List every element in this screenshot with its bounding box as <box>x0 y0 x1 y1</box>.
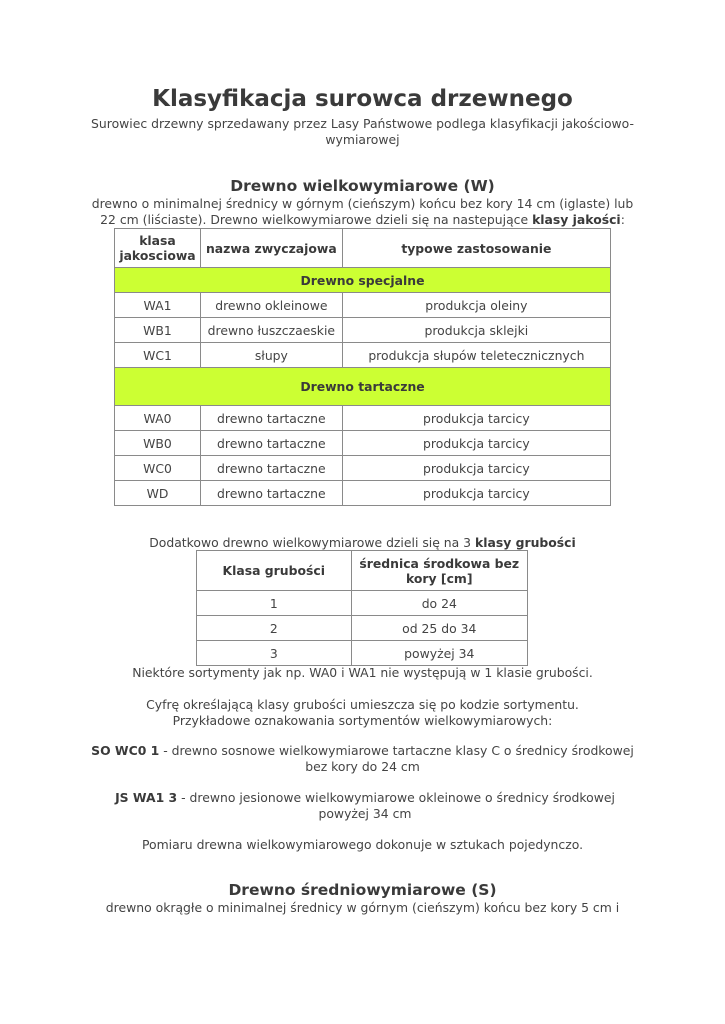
quality-table-header-row <box>115 229 611 268</box>
usage-cell: produkcja oleiny <box>342 293 610 318</box>
thickness-class-cell: 3 <box>197 641 352 666</box>
table-row <box>115 456 611 481</box>
table-row <box>115 481 611 506</box>
thickness-table-header-row <box>197 551 528 591</box>
name-cell: drewno tartaczne <box>200 406 342 431</box>
section-w-description <box>88 196 637 228</box>
name-cell: słupy <box>200 343 342 368</box>
name-cell: drewno tartaczne <box>200 481 342 506</box>
thickness-intro-bold: klasy grubości <box>475 535 576 550</box>
group-label: Drewno specjalne <box>115 268 611 293</box>
note-code-rule: Cyfrę określającą klasy grubości umieszcza się po kodzie sortymentu. <box>146 697 579 712</box>
section-s-description: drewno okrągłe o minimalnej średnicy w górnym (cieńszym) końcu bez kory 5 cm i <box>105 900 620 915</box>
group-row-specjalne <box>115 268 611 293</box>
class-cell: WB1 <box>115 318 201 343</box>
example-so-wc0 <box>90 743 635 775</box>
class-cell: WD <box>115 481 201 506</box>
table-row <box>115 293 611 318</box>
class-cell: WA0 <box>115 406 201 431</box>
usage-cell: produkcja tarcicy <box>342 456 610 481</box>
note-thickness-exceptions: Niektóre sortymenty jak np. WA0 i WA1 nie występują w 1 klasie grubości. <box>132 665 593 680</box>
example-code: JS WA1 3 <box>115 790 178 805</box>
diameter-cell: powyżej 34 <box>351 641 527 666</box>
usage-cell: produkcja sklejki <box>342 318 610 343</box>
thickness-intro-text: Dodatkowo drewno wielkowymiarowe dzieli się na 3 <box>149 535 475 550</box>
section-heading-wielkowymiarowe: Drewno wielkowymiarowe (W) <box>230 177 495 195</box>
quality-header-usage: typowe zastosowanie <box>342 229 610 268</box>
thickness-header-diameter: średnica środkowa bez kory [cm] <box>351 551 527 591</box>
usage-cell: produkcja słupów teletecznicznych <box>342 343 610 368</box>
table-row <box>115 431 611 456</box>
diameter-cell: od 25 do 34 <box>351 616 527 641</box>
table-row <box>115 406 611 431</box>
thickness-class-cell: 1 <box>197 591 352 616</box>
diameter-cell: do 24 <box>351 591 527 616</box>
section-w-desc-end: : <box>620 212 625 227</box>
usage-cell: produkcja tarcicy <box>342 406 610 431</box>
note-examples-intro: Przykładowe oznakowania sortymentów wielkowymiarowych: <box>172 713 553 728</box>
table-row <box>197 616 528 641</box>
table-row <box>115 343 611 368</box>
table-row <box>115 318 611 343</box>
example-text: - drewno jesionowe wielkowymiarowe okleinowe o średnicy środkowej powyżej 34 cm <box>177 790 615 821</box>
class-cell: WB0 <box>115 431 201 456</box>
thickness-class-cell: 2 <box>197 616 352 641</box>
usage-cell: produkcja tarcicy <box>342 431 610 456</box>
thickness-intro <box>0 535 725 551</box>
quality-header-name: nazwa zwyczajowa <box>200 229 342 268</box>
thickness-header-class: Klasa grubości <box>197 551 352 591</box>
class-cell: WC1 <box>115 343 201 368</box>
measure-note: Pomiaru drewna wielkowymiarowego dokonuje w sztukach pojedynczo. <box>141 837 584 852</box>
group-label: Drewno tartaczne <box>115 368 611 406</box>
class-cell: WC0 <box>115 456 201 481</box>
section-w-desc-bold: klasy jakości <box>532 212 621 227</box>
name-cell: drewno tartaczne <box>200 456 342 481</box>
group-row-tartaczne <box>115 368 611 406</box>
quality-class-table <box>114 228 611 506</box>
thickness-class-table <box>196 550 528 666</box>
section-heading-sredniowymiarowe: Drewno średniowymiarowe (S) <box>228 881 497 899</box>
table-row <box>197 641 528 666</box>
example-code: SO WC0 1 <box>91 743 160 758</box>
quality-header-class: klasa jakosciowa <box>115 229 201 268</box>
name-cell: drewno okleinowe <box>200 293 342 318</box>
section-w-desc-text: drewno o minimalnej średnicy w górnym (cieńszym) końcu bez kory 14 cm (iglaste) lub 22 cm (liściaste). Drewno wielkowymiarowe dzieli się na nastepujące <box>91 196 634 227</box>
example-text: - drewno sosnowe wielkowymiarowe tartaczne klasy C o średnicy środkowej bez kory do 24 cm <box>159 743 634 774</box>
name-cell: drewno tartaczne <box>200 431 342 456</box>
table-row <box>197 591 528 616</box>
class-cell: WA1 <box>115 293 201 318</box>
page-title: Klasyfikacja surowca drzewnego <box>152 86 573 112</box>
usage-cell: produkcja tarcicy <box>342 481 610 506</box>
name-cell: drewno łuszczaeskie <box>200 318 342 343</box>
intro-paragraph: Surowiec drzewny sprzedawany przez Lasy Państwowe podlega klasyfikacji jakościowo-wymiarowej <box>91 116 634 147</box>
example-js-wa1 <box>110 790 620 822</box>
